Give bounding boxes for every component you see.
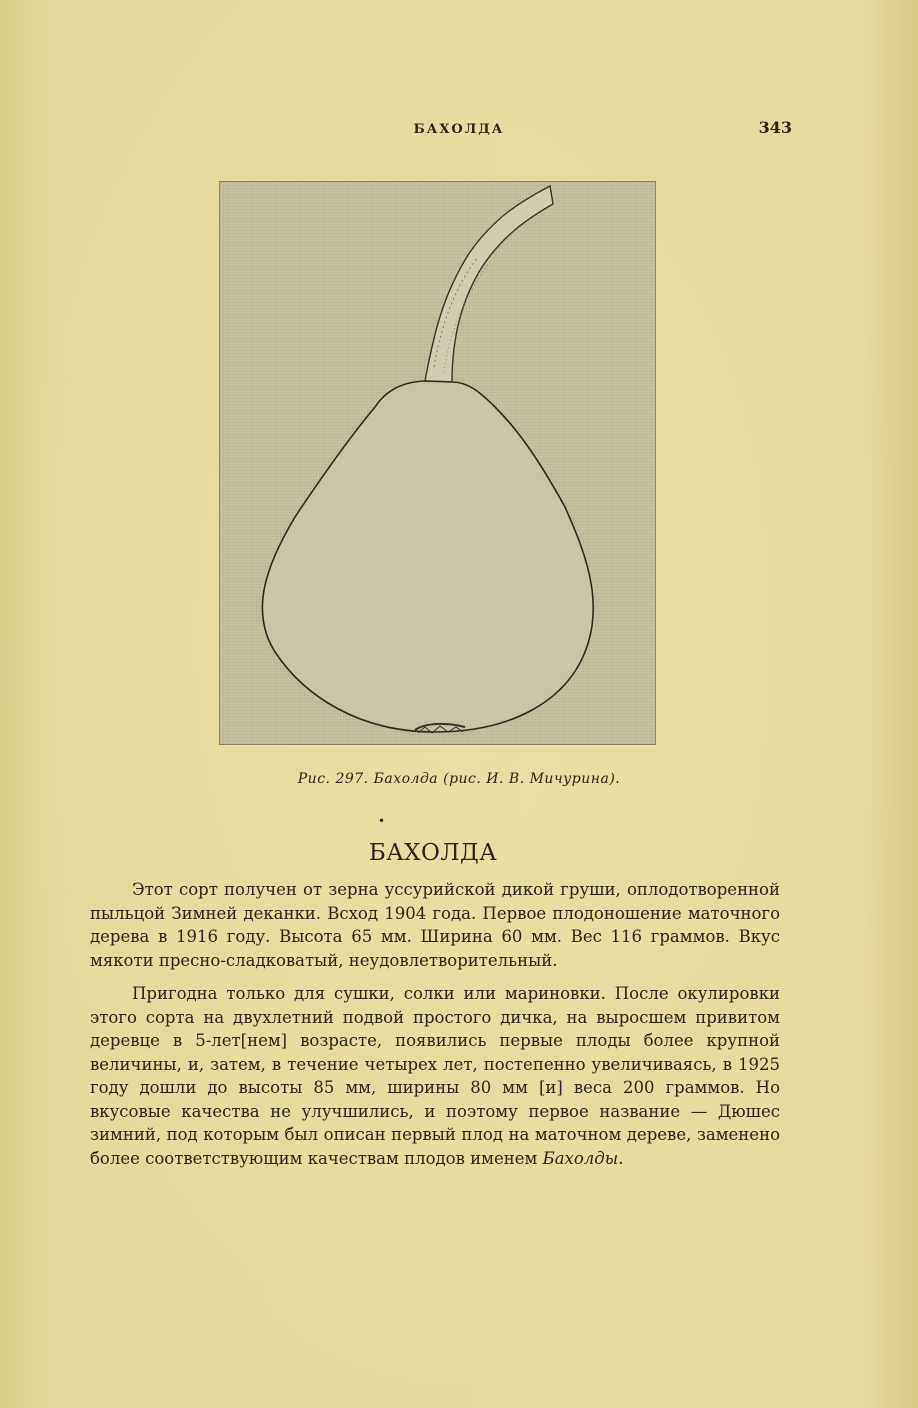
page-number: 343 [758, 118, 792, 137]
running-title: БАХОЛДА [413, 122, 505, 137]
article-title: БАХОЛДА [368, 840, 498, 866]
pear-stem [425, 186, 553, 382]
paragraph-2-main: Пригодна только для сушки, солки или мариновки. После окулировки этого сорта на двухлетний подвой простого дичка, на выросшем привитом деревце в 5-лет[нем] возрасте, появились первые плоды более крупной величины, и, затем, в течение четырех лет, постепенно увеличиваясь, в 1925 году дошли до высоты 85 мм, ширины 80 мм [и] веса 200 граммов. Но вкусовые качества не улучшились, и поэтому первое название — Дюшес зимний, под которым был описан первый плод на маточном дереве, заменено более соответствующим качествам плодов именем [90, 984, 780, 1168]
pear-illustration [220, 182, 657, 746]
article-body [90, 878, 780, 1180]
decorative-dot: • [378, 814, 386, 828]
paragraph-2-end: . [618, 1148, 624, 1168]
paragraph-1: Этот сорт получен от зерна уссурийской дикой груши, оплодотворенной пыльцой Зимней деканки. Всход 1904 года. Первое плодоношение маточного дерева в 1916 году. Высота 65 мм. Ширина 60 мм. Вес 116 граммов. Вкус мякоти пресно-сладковатый, неудовлетворительный. [90, 880, 780, 970]
pear-body [262, 381, 593, 732]
figure-caption: Рис. 297. Бахолда (рис. И. В. Мичурина). [297, 771, 621, 787]
figure-plate [219, 181, 656, 745]
paragraph-2 [90, 982, 780, 1170]
variety-name: Бахолды [542, 1148, 619, 1168]
